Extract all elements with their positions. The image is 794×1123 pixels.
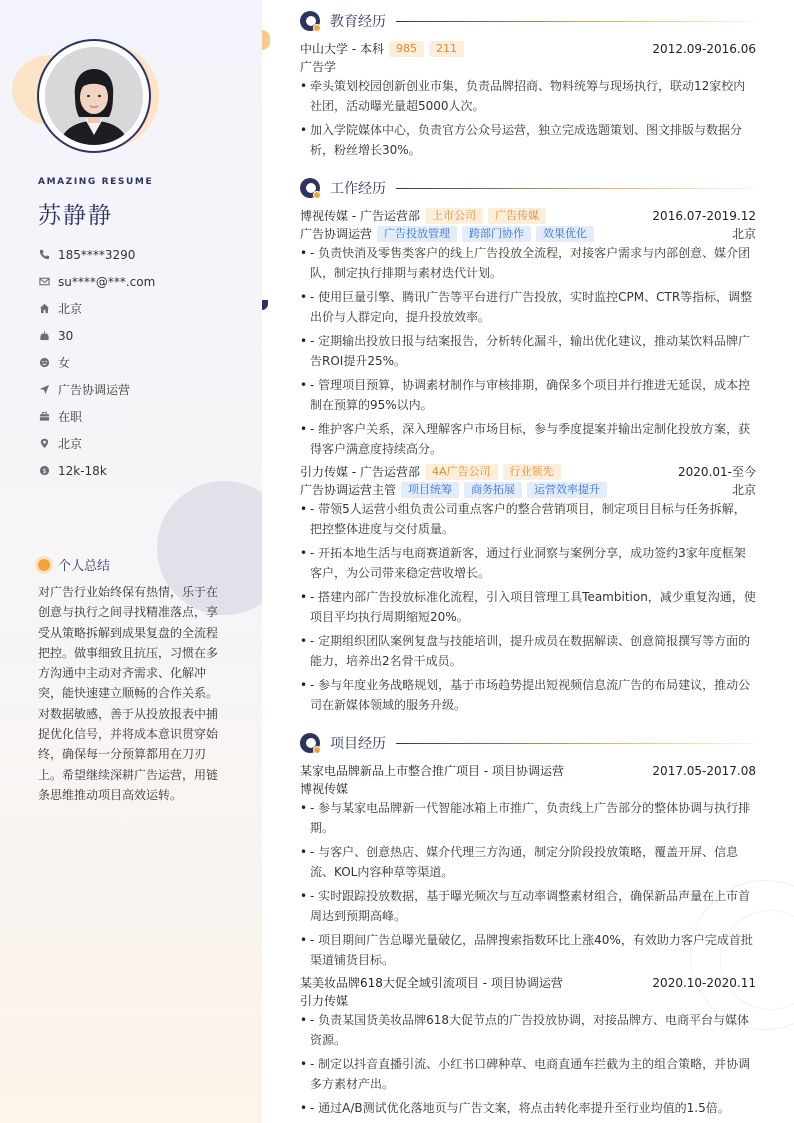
send-icon — [38, 384, 50, 396]
list-item: • - 带领5人运营小组负责公司重点客户的整合营销项目，制定项目目标与任务拆解，把控整体进度与交付质量。 — [300, 499, 756, 539]
project-period: 2017.05-2017.08 — [652, 763, 756, 778]
info-age — [38, 322, 155, 349]
list-item: • - 负责快消及零售类客户的线上广告投放全流程，对接客户需求与内部创意、媒介团队，制定执行排期与素材迭代计划。 — [300, 243, 756, 283]
info-residence — [38, 295, 155, 322]
project-name: 某美妆品牌618大促全域引流项目 - 项目协调运营 — [300, 976, 563, 990]
company-name: 博视传媒 - 广告运营部 — [300, 209, 420, 223]
info-email — [38, 268, 155, 295]
list-item: • - 维护客户关系，深入理解客户市场目标，参与季度提案并输出定制化投放方案，获得客户满意度持续高分。 — [300, 419, 756, 459]
project-period: 2020.10-2020.11 — [652, 975, 756, 990]
role-tag: 运营效率提升 — [527, 482, 607, 498]
job-period: 2020.01-至今 — [678, 465, 756, 479]
salary-icon — [38, 465, 50, 477]
project-bullets — [300, 798, 756, 974]
school-name: 中山大学 - 本科 — [300, 42, 384, 56]
education-period: 2012.09-2016.06 — [652, 41, 756, 56]
list-item: • - 负责某国货美妆品牌618大促节点的广告投放协调，对接品牌方、电商平台与媒体资源。 — [300, 1010, 756, 1050]
job-period: 2016.07-2019.12 — [652, 208, 756, 223]
avatar — [45, 47, 143, 145]
list-item: • - 使用巨量引擎、腾讯广告等平台进行广告投放，实时监控CPM、CTR等指标，调整出价与人群定向，提升投放效率。 — [300, 287, 756, 327]
project-header — [300, 974, 756, 991]
project-bullets — [300, 1010, 756, 1122]
target-position-text: 广告协调运营 — [58, 383, 131, 397]
list-item: • - 管理项目预算，协调素材制作与审核排期，确保多个项目并行推进无延误，成本控制在预算的95%以内。 — [300, 375, 756, 415]
residence-text: 北京 — [58, 302, 83, 316]
job-role: 广告协调运营主管 — [300, 483, 397, 497]
section-divider — [396, 188, 756, 189]
company-name: 引力传媒 - 广告运营部 — [300, 465, 420, 479]
contact-info-list — [38, 241, 155, 484]
list-item: • - 通过A/B测试优化落地页与广告文案，将点击转化率提升至行业均值的1.5倍。 — [300, 1098, 756, 1118]
gender-text: 女 — [58, 356, 71, 370]
job-header — [300, 463, 756, 480]
school-tag: 985 — [389, 41, 424, 57]
svg-text:$: $ — [41, 466, 47, 475]
role-tag: 跨部门协作 — [462, 226, 531, 242]
projects-heading — [300, 733, 756, 753]
edge-decoration-navy — [262, 300, 268, 310]
list-item: • - 实时跟踪投放数据，基于曝光频次与互动率调整素材组合，确保新品声量在上市首周达到预期高峰。 — [300, 886, 756, 926]
job-bullets — [300, 499, 756, 719]
list-item: • - 与客户、创意热店、媒介代理三方沟通，制定分阶段投放策略，覆盖开屏、信息流、KOL内容种草等渠道。 — [300, 842, 756, 882]
role-tag: 广告投放管理 — [377, 226, 457, 242]
gender-icon — [38, 357, 50, 369]
project-header — [300, 762, 756, 779]
info-target-city — [38, 430, 155, 457]
info-status — [38, 403, 155, 430]
list-item: • - 开拓本地生活与电商赛道新客，通过行业洞察与案例分享，成功签约3家年度框架客户，为公司带来稳定营收增长。 — [300, 543, 756, 583]
email-text: su****@***.com — [58, 274, 156, 289]
summary-text: 对广告行业始终保有热情，乐于在创意与执行之间寻找精准落点，享受从策略拆解到成果复盘的全流程把控。做事细致且抗压，习惯在多方沟通中主动对齐需求、化解冲突，能快速建立顺畅的合作关系。对数据敏感，善于从投放报表中捕捉优化信号，并将成本意识贯穿始终，确保每一分预算都用在刀刃上。希望继续深耕广告运营，用链条思维推动项目高效运转。 — [38, 585, 219, 802]
edge-decoration — [262, 30, 270, 50]
summary-dot-icon — [38, 559, 50, 571]
projects-title: 项目经历 — [330, 736, 386, 752]
candidate-name: 苏静静 — [38, 203, 113, 229]
role-tag: 商务拓展 — [464, 482, 522, 498]
list-item: • - 搭建内部广告投放标准化流程，引入项目管理工具Teambition，减少重复沟通，使项目平均执行周期缩短20%。 — [300, 587, 756, 627]
list-item: • - 项目期间广告总曝光量破亿，品牌搜索指数环比上涨40%，有效助力客户完成首批渠道铺货目标。 — [300, 930, 756, 970]
role-tag: 效果优化 — [536, 226, 594, 242]
project-org-row — [300, 992, 756, 1009]
info-salary — [38, 457, 155, 484]
section-icon — [300, 178, 320, 198]
email-icon — [38, 276, 50, 288]
info-phone — [38, 241, 155, 268]
section-divider — [396, 21, 756, 22]
major: 广告学 — [300, 60, 337, 74]
list-item: • - 定期组织团队案例复盘与技能培训，提升成员在数据解读、创意简报撰写等方面的能力，培养出2名骨干成员。 — [300, 631, 756, 671]
list-item: • 加入学院媒体中心，负责官方公众号运营，独立完成选题策划、图文排版与数据分析，粉丝增长30%。 — [300, 120, 756, 160]
sidebar — [0, 0, 262, 1123]
section-icon — [300, 733, 320, 753]
avatar-frame — [37, 39, 151, 153]
job-role: 广告协调运营 — [300, 227, 373, 241]
briefcase-icon — [38, 411, 50, 423]
job-role-row — [300, 225, 756, 242]
project-org: 博视传媒 — [300, 782, 349, 796]
education-major-row — [300, 58, 756, 75]
target-city-text: 北京 — [58, 437, 83, 451]
resume-tagline: AMAZING RESUME — [38, 177, 154, 187]
project-org: 引力传媒 — [300, 994, 349, 1008]
phone-icon — [38, 249, 50, 261]
status-text: 在职 — [58, 410, 83, 424]
education-title: 教育经历 — [330, 14, 386, 30]
project-org-row — [300, 780, 756, 797]
job-bullets — [300, 243, 756, 463]
job-role-row — [300, 481, 756, 498]
school-tag: 211 — [429, 41, 464, 57]
info-target-position — [38, 376, 155, 403]
company-tag: 4A广告公司 — [425, 464, 498, 480]
company-tag: 行业领先 — [503, 464, 561, 480]
work-title: 工作经历 — [330, 181, 386, 197]
work-heading — [300, 178, 756, 198]
phone-text: 185****3290 — [58, 247, 136, 262]
education-bullets — [300, 76, 756, 164]
role-tag: 项目统筹 — [401, 482, 459, 498]
info-gender — [38, 349, 155, 376]
company-tag: 上市公司 — [425, 208, 483, 224]
summary-heading — [38, 555, 110, 574]
company-tag: 广告传媒 — [488, 208, 546, 224]
location-icon — [38, 438, 50, 450]
list-item: • - 参与某家电品牌新一代智能冰箱上市推广，负责线上广告部分的整体协调与执行排期。 — [300, 798, 756, 838]
salary-text: 12k-18k — [58, 463, 107, 478]
education-heading — [300, 11, 756, 31]
list-item: • - 参与年度业务战略规划，基于市场趋势提出短视频信息流广告的布局建议，推动公司在新媒体领域的服务升级。 — [300, 675, 756, 715]
section-icon — [300, 11, 320, 31]
list-item: • 牵头策划校园创新创业市集，负责品牌招商、物料统筹与现场执行，联动12家校内社团，活动曝光量超5000人次。 — [300, 76, 756, 116]
home-icon — [38, 303, 50, 315]
project-name: 某家电品牌新品上市整合推广项目 - 项目协调运营 — [300, 764, 564, 778]
age-text: 30 — [58, 328, 74, 343]
job-city: 北京 — [731, 227, 756, 241]
job-header — [300, 207, 756, 224]
summary-title: 个人总结 — [58, 559, 111, 574]
list-item: • - 制定以抖音直播引流、小红书口碑种草、电商直通车拦截为主的组合策略，并协调多方素材产出。 — [300, 1054, 756, 1094]
section-divider — [396, 743, 756, 744]
cake-icon — [38, 330, 50, 342]
list-item: • - 定期输出投放日报与结案报告，分析转化漏斗，输出优化建议，推动某饮料品牌广告ROI提升25%。 — [300, 331, 756, 371]
education-header — [300, 40, 756, 57]
job-city: 北京 — [731, 483, 756, 497]
